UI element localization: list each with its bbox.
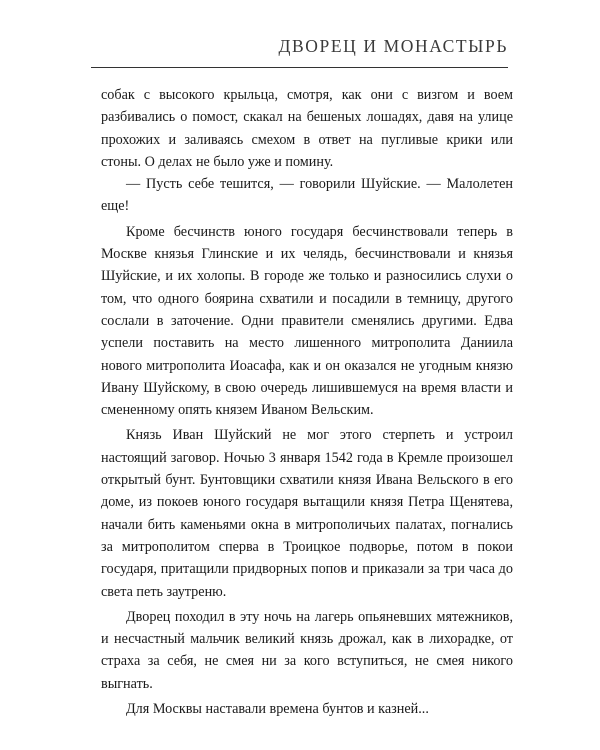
paragraph-disorder: Кроме бесчинств юного государя бесчинствовали теперь в Москве князья Глинские и их челядь, бесчинствовали и князья Шуйские, и их холопы. В городе же только и разносились слухи о том, что одного боярина схватили и посадили в темницу, другого сослали в заточение. Одни правители сменялись другими. Едва успели поставить на место лишенного митрополита Даниила нового митрополита Иоасафа, как и он оказался не угодным князю Ивану Шуйскому, в свою очередь лишившемуся на время власти и смененному опять князем Иваном Вельским. xyxy=(101,223,513,419)
header-rule xyxy=(91,67,508,68)
paragraph-palace-night: Дворец походил в эту ночь на лагерь опьяневших мятежников, и несчастный мальчик великий князь дрожал, как в лихорадке, от страха за себя, не смея ни за кого вступиться, не смея никого выгнать. xyxy=(101,608,513,692)
paragraph-closing: Для Москвы наставали времена бунтов и казней... xyxy=(126,701,429,718)
paragraph-conspiracy: Князь Иван Шуйский не мог этого стерпеть и устроил настоящий заговор. Ночью 3 января 1542 года в Кремле произошел открытый бунт. Бунтовщики схватили князя Ивана Вельского в его доме, из покоев юного государя вытащили князя Петра Щенятева, начали бить каменьями окна в митрополичьих палатах, погнались за митрополитом сперва в Троицкое подворье, потом в покои государя, притащили придворных попов и приказали за три часа до света петь заутреню. xyxy=(101,427,513,600)
paragraph-continuation: собак с высокого крыльца, смотря, как они с визгом и воем разбивались о помост, скакал на бешеных лошадях, давя на улице прохожих и заливаясь смехом в ответ на пугливые крики или стоны. О делах не было уже и помину. xyxy=(101,87,513,170)
page-body xyxy=(101,84,513,720)
paragraph-dialogue: — Пусть себе тешится, — говорили Шуйские. — Малолетен еще! xyxy=(101,176,513,215)
running-header: ДВОРЕЦ И МОНАСТЫРЬ xyxy=(278,36,508,56)
